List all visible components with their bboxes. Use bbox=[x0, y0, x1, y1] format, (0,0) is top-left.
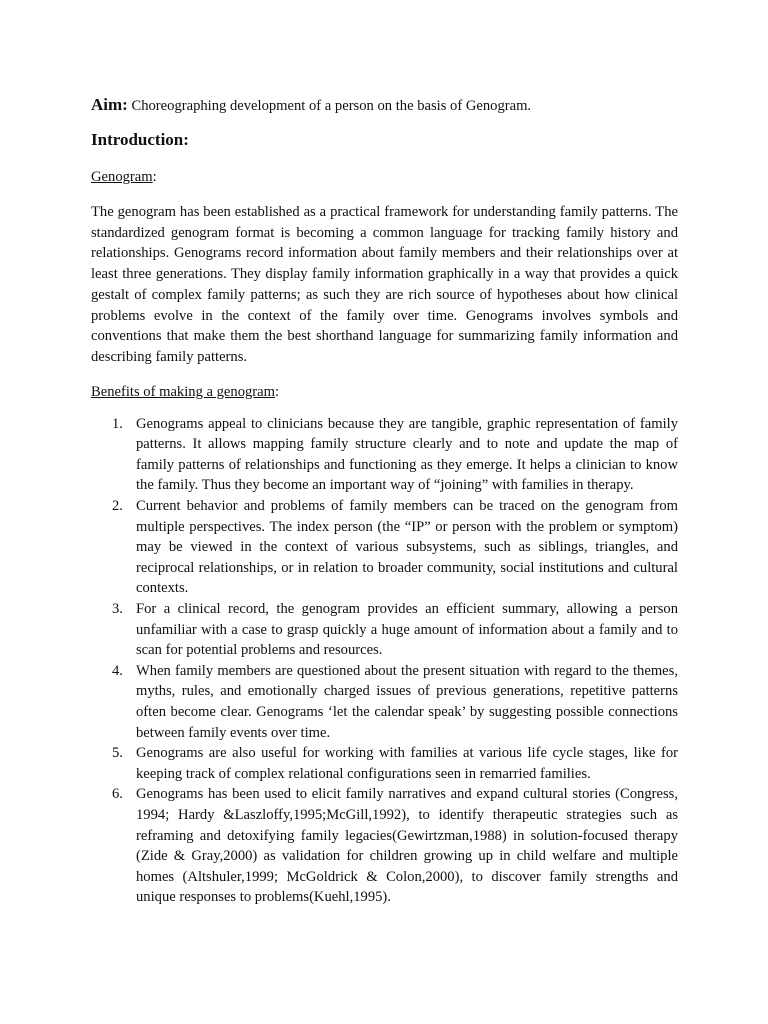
list-item-number: 5. bbox=[112, 745, 123, 762]
introduction-heading: Introduction: bbox=[91, 130, 189, 149]
list-item-text: Genograms are also useful for working with families at various life cycle stages, like for keeping track of complex relational configurations seen in remarried families. bbox=[136, 745, 678, 782]
list-item bbox=[91, 496, 678, 599]
list-item bbox=[91, 743, 678, 784]
aim-line bbox=[91, 95, 678, 116]
list-item-number: 3. bbox=[112, 600, 123, 617]
list-item-text: Genograms appeal to clinicians because they are tangible, graphic representation of family patterns. It allows mapping family structure clearly and to note and update the map of family patterns of relationships and functioning as they emerge. It helps a clinician to know the family. Thus they become an important way of “joining” with families in therapy. bbox=[136, 415, 678, 494]
aim-text: Choreographing development of a person on the basis of Genogram. bbox=[127, 98, 532, 114]
list-item bbox=[91, 784, 678, 908]
list-item bbox=[91, 599, 678, 661]
document-page bbox=[91, 95, 678, 908]
aim-label: Aim: bbox=[91, 95, 128, 114]
list-item-text: Genograms has been used to elicit family narratives and expand cultural stories (Congress, 1994; Hardy &Laszloffy,1995;McGill,1992), to identify therapeutic strategies such as reframing and detoxifying family legacies(Gewirtzman,1988) in solution-focused therapy (Zide & Gray,2000) as validation for children growing up in child welfare and multiple homes (Altshuler,1999; McGoldrick & Colon,2000), to discover family strengths and unique responses to problems(Kuehl,1995). bbox=[136, 786, 678, 906]
list-item-number: 6. bbox=[112, 786, 123, 803]
list-item-number: 4. bbox=[112, 662, 123, 679]
list-item-number: 2. bbox=[112, 498, 123, 514]
list-item bbox=[91, 414, 678, 496]
benefits-list bbox=[91, 414, 678, 908]
genogram-heading-colon: : bbox=[152, 169, 157, 185]
genogram-heading: Genogram bbox=[91, 169, 153, 185]
list-item-text: When family members are questioned about the present situation with regard to the themes, myths, rules, and emotionally charged issues of previous generations, repetitive patterns often become clear. Genograms ‘let the calendar speak’ by suggesting possible connections between family events over time. bbox=[136, 662, 678, 741]
benefits-heading: Benefits of making a genogram bbox=[91, 383, 275, 400]
benefits-heading-line bbox=[91, 382, 678, 402]
list-item-text: Current behavior and problems of family members can be traced on the genogram from multiple perspectives. The index person (the “IP” or person with the problem or symptom) may be viewed in the context of various subsystems, such as siblings, triangles, and reciprocal relationships, or in relation to broader community, social institutions and cultural contexts. bbox=[136, 498, 678, 597]
list-item-text: For a clinical record, the genogram provides an efficient summary, allowing a person unfamiliar with a case to grasp quickly a huge amount of information about a family and to scan for potential problems and resources. bbox=[136, 600, 678, 659]
genogram-paragraph: The genogram has been established as a practical framework for understanding family patterns. The standardized genogram format is becoming a common language for tracking family history and relationships. Genograms record information about family members and their relationships over at least three generations. They display family information graphically in a way that provides a quick gestalt of complex family patterns; as such they are rich source of hypotheses about how clinical problems evolve in the context of the family over time. Genograms involves symbols and conventions that make them the best shorthand language for summarizing family information and describing family patterns. bbox=[91, 204, 678, 365]
genogram-heading-line bbox=[91, 167, 678, 187]
benefits-heading-colon: : bbox=[275, 383, 280, 400]
list-item-number: 1. bbox=[112, 415, 123, 432]
list-item bbox=[91, 661, 678, 743]
